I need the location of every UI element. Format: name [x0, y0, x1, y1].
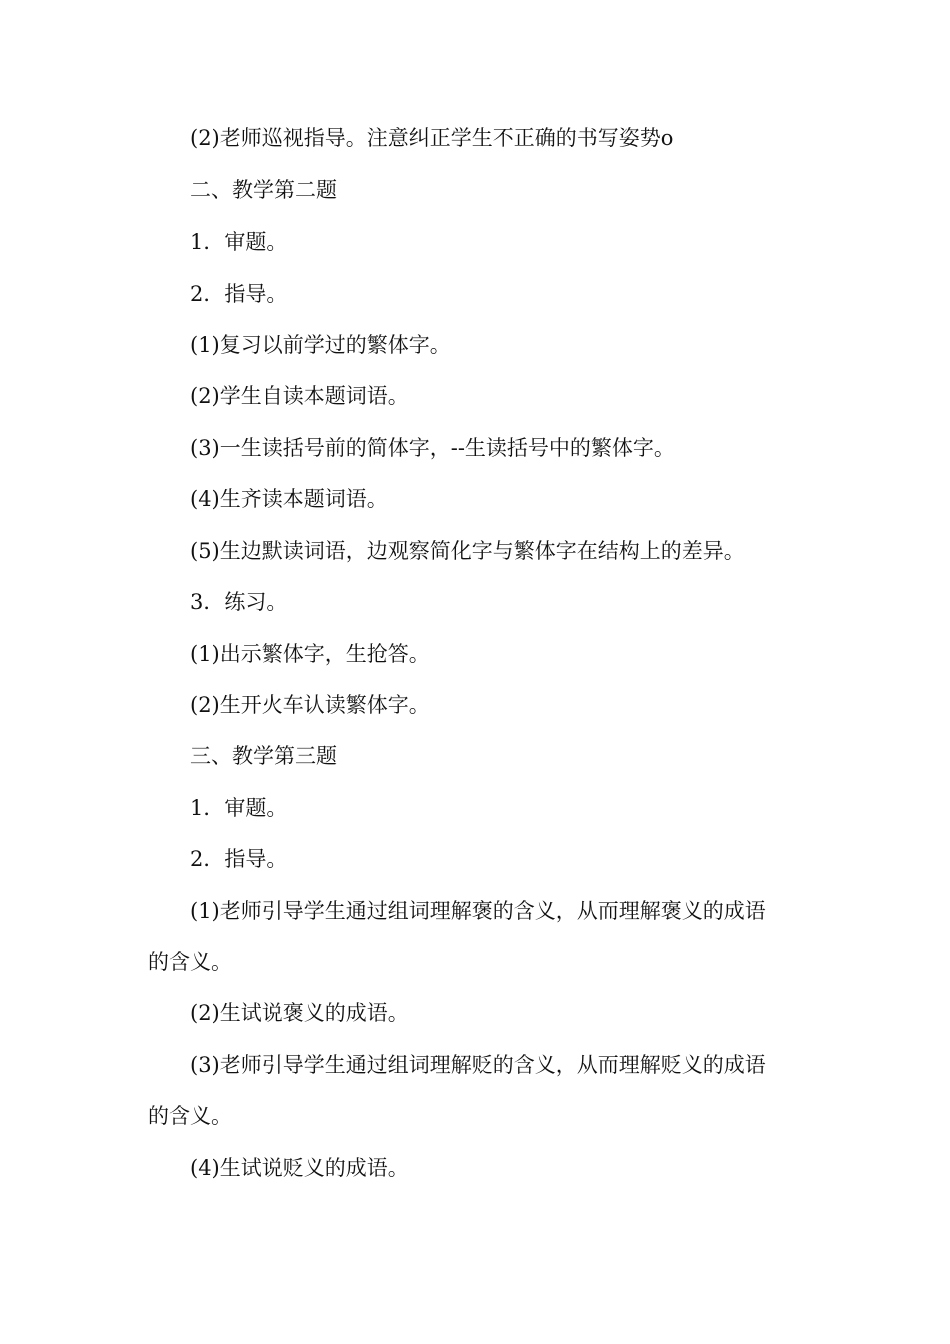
- text-line-continuation: 的含义。: [148, 1104, 232, 1128]
- text-line: 2．指导。: [190, 847, 288, 871]
- text-line: (4)生齐读本题词语。: [190, 487, 388, 511]
- text-line: (3)老师引导学生通过组词理解贬的含义，从而理解贬义的成语: [190, 1053, 766, 1077]
- text-line: (2)学生自读本题词语。: [190, 384, 409, 408]
- text-line: 1．审题。: [190, 796, 288, 820]
- text-line: (2)生开火车认读繁体字。: [190, 693, 430, 717]
- text-line: (2)生试说褒义的成语。: [190, 1001, 409, 1025]
- text-line: 2．指导。: [190, 282, 288, 306]
- text-line: (2)老师巡视指导。注意纠正学生不正确的书写姿势o: [190, 126, 674, 150]
- text-line: (1)复习以前学过的繁体字。: [190, 333, 451, 357]
- text-line: 3．练习。: [190, 590, 288, 614]
- section-heading: 三、教学第三题: [190, 744, 337, 768]
- text-line: (1)老师引导学生通过组词理解褒的含义，从而理解褒义的成语: [190, 899, 766, 923]
- text-line: (1)出示繁体字，生抢答。: [190, 642, 430, 666]
- text-line-continuation: 的含义。: [148, 950, 232, 974]
- text-line: (5)生边默读词语，边观察简化字与繁体字在结构上的差异。: [190, 539, 745, 563]
- text-line: 1．审题。: [190, 230, 288, 254]
- text-line: (3)一生读括号前的简体字，--生读括号中的繁体字。: [190, 436, 675, 460]
- section-heading: 二、教学第二题: [190, 178, 337, 202]
- text-line: (4)生试说贬义的成语。: [190, 1156, 409, 1180]
